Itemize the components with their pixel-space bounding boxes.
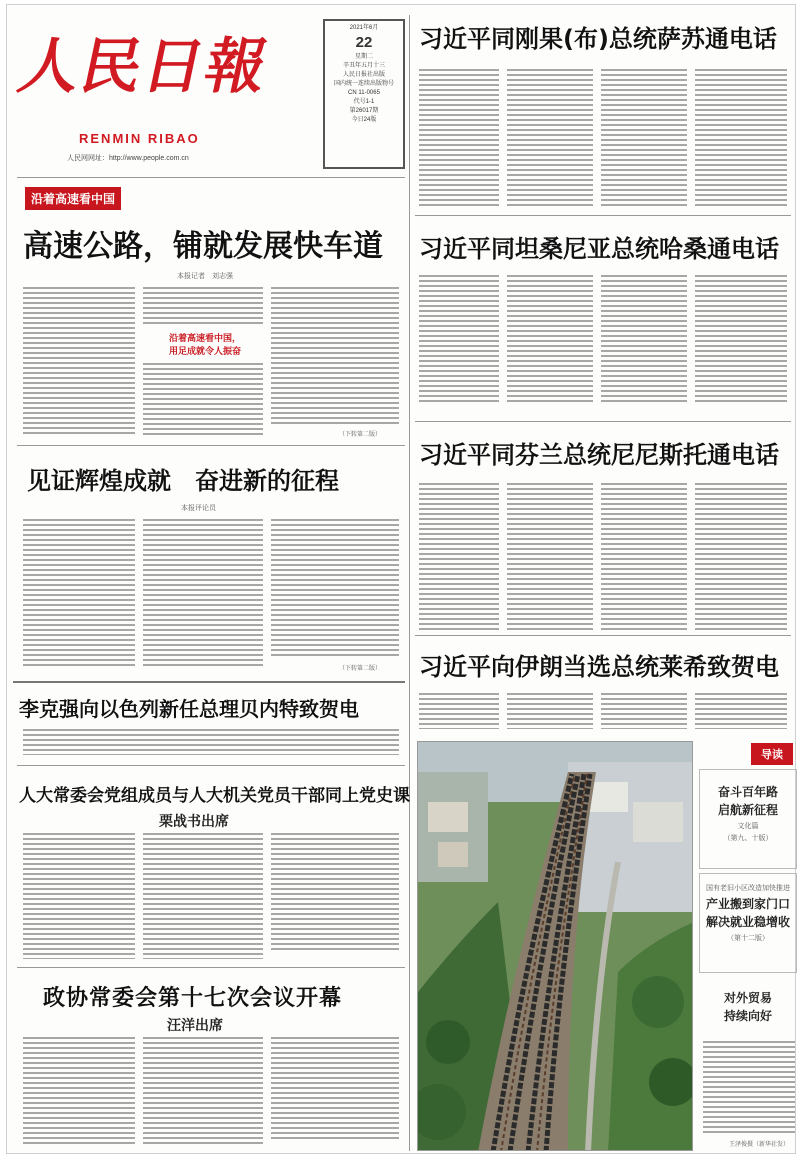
article-text <box>419 275 499 405</box>
article-text <box>271 519 399 659</box>
article-text <box>143 519 263 669</box>
guide-item-kicker: 国有老旧小区改造加快推进 <box>706 884 790 892</box>
guide-item-title-line2: 启航新征程 <box>717 803 778 817</box>
lead-subhead-1: 沿着高速看中国， <box>168 334 241 344</box>
guide-tag: 导读 <box>751 743 793 765</box>
date-issue: 第26017期 <box>349 108 379 114</box>
article-text <box>507 275 593 405</box>
article-text <box>143 833 263 959</box>
headline-npc-lecture[interactable]: 人大常委会党组成员与人大机关党员干部同上党史课 <box>19 786 410 806</box>
rule <box>13 681 405 683</box>
article-text <box>23 519 135 669</box>
date-code: 代号1-1 <box>353 99 375 105</box>
article-text <box>419 69 499 209</box>
article-text <box>695 275 787 405</box>
guide-item-trade[interactable] <box>699 989 797 1025</box>
commentary-jump: （下转第二版） <box>339 665 382 672</box>
article-text <box>143 1037 263 1147</box>
date-box <box>323 19 405 169</box>
guide-item-title-line1: 奋斗百年路 <box>717 785 778 799</box>
article-text <box>23 1037 135 1147</box>
date-cn-label: 国内统一连续出版物号 <box>333 81 394 87</box>
article-text <box>23 287 135 435</box>
lead-byline: 本报记者 刘志强 <box>177 272 233 280</box>
rule <box>415 215 791 216</box>
subhead-li-zhanshu: 栗战书出席 <box>159 814 229 830</box>
date-publisher: 人民日报社出版 <box>342 72 385 78</box>
guide-item-title-line2: 持续向好 <box>723 1009 772 1023</box>
article-text <box>271 287 399 425</box>
headline-cppcc[interactable]: 政协常委会第十七次会议开幕 <box>43 986 343 1011</box>
date-year-month: 2021年6月 <box>349 25 379 31</box>
date-day: 22 <box>355 34 373 51</box>
article-text <box>601 483 687 633</box>
article-text <box>419 693 499 729</box>
article-text <box>695 693 787 729</box>
rule <box>17 177 405 178</box>
guide-item-title-line2: 解决就业稳增收 <box>705 915 790 929</box>
article-text <box>601 693 687 729</box>
lead-jump: （下转第二版） <box>339 431 382 438</box>
article-text <box>271 1037 399 1141</box>
railway-photo[interactable] <box>417 741 693 1151</box>
masthead-website: 人民网网址：http://www.people.com.cn <box>67 155 189 162</box>
masthead-logo: 人民日報 <box>12 32 276 102</box>
commentary-byline: 本报评论员 <box>181 504 216 512</box>
lead-kicker: 沿着高速看中国 <box>25 187 121 210</box>
commentary-headline[interactable]: 见证辉煌成就 奋进新的征程 <box>27 467 339 495</box>
article-text <box>143 363 263 435</box>
article-text <box>143 287 263 327</box>
date-weekday: 星期二 <box>354 54 373 60</box>
article-text <box>507 483 593 633</box>
article-text <box>695 483 787 633</box>
date-cn-number: CN 11-0065 <box>348 90 380 96</box>
masthead <box>12 19 307 162</box>
subhead-wang-yang: 汪洋出席 <box>167 1018 223 1034</box>
headline-li-keqiang[interactable]: 李克强向以色列新任总理贝内特致贺电 <box>19 697 359 721</box>
guide-item-title-line1: 对外贸易 <box>723 991 772 1005</box>
article-text <box>601 275 687 405</box>
rule <box>415 635 791 636</box>
guide-item-industry[interactable] <box>699 881 797 943</box>
article-text <box>23 729 399 755</box>
article-text <box>507 693 593 729</box>
headline-tanzania-call[interactable]: 习近平同坦桑尼亚总统哈桑通电话 <box>419 235 779 263</box>
article-text <box>695 69 787 209</box>
article-text <box>271 833 399 951</box>
rule <box>17 967 405 968</box>
rule <box>17 445 405 446</box>
photo-credit: 王泽俊摄（新华社发） <box>729 1141 790 1148</box>
article-text <box>419 483 499 633</box>
headline-iran-message[interactable]: 习近平向伊朗当选总统莱希致贺电 <box>419 653 779 681</box>
date-lunar: 辛丑年五月十三 <box>342 63 385 69</box>
rule <box>415 421 791 422</box>
article-text <box>601 69 687 209</box>
column-divider <box>409 15 410 1151</box>
lead-subheads <box>153 333 257 359</box>
article-text <box>23 833 135 959</box>
rule <box>17 765 405 766</box>
guide-item-page: （第十二版） <box>727 934 769 942</box>
guide-item-section: 文化篇 <box>737 822 759 830</box>
guide-item-culture[interactable] <box>699 783 797 843</box>
guide-item-title-line1: 产业搬到家门口 <box>705 897 790 911</box>
headline-congo-call[interactable]: 习近平同刚果(布)总统萨苏通电话 <box>419 25 777 53</box>
masthead-pinyin: RENMIN RIBAO <box>79 131 200 146</box>
lead-headline[interactable]: 高速公路，铺就发展快车道 <box>23 229 383 264</box>
headline-finland-call[interactable]: 习近平同芬兰总统尼尼斯托通电话 <box>419 441 779 469</box>
guide-panel <box>699 743 799 1153</box>
newspaper-page <box>6 4 796 1154</box>
guide-item-page: （第九、十版） <box>723 834 773 842</box>
date-pages: 今日24版 <box>351 117 377 123</box>
lead-subhead-2: 用足成就令人振奋 <box>168 347 241 357</box>
railway-aerial-image <box>418 742 693 1151</box>
article-text <box>507 69 593 209</box>
article-text <box>703 1041 795 1135</box>
